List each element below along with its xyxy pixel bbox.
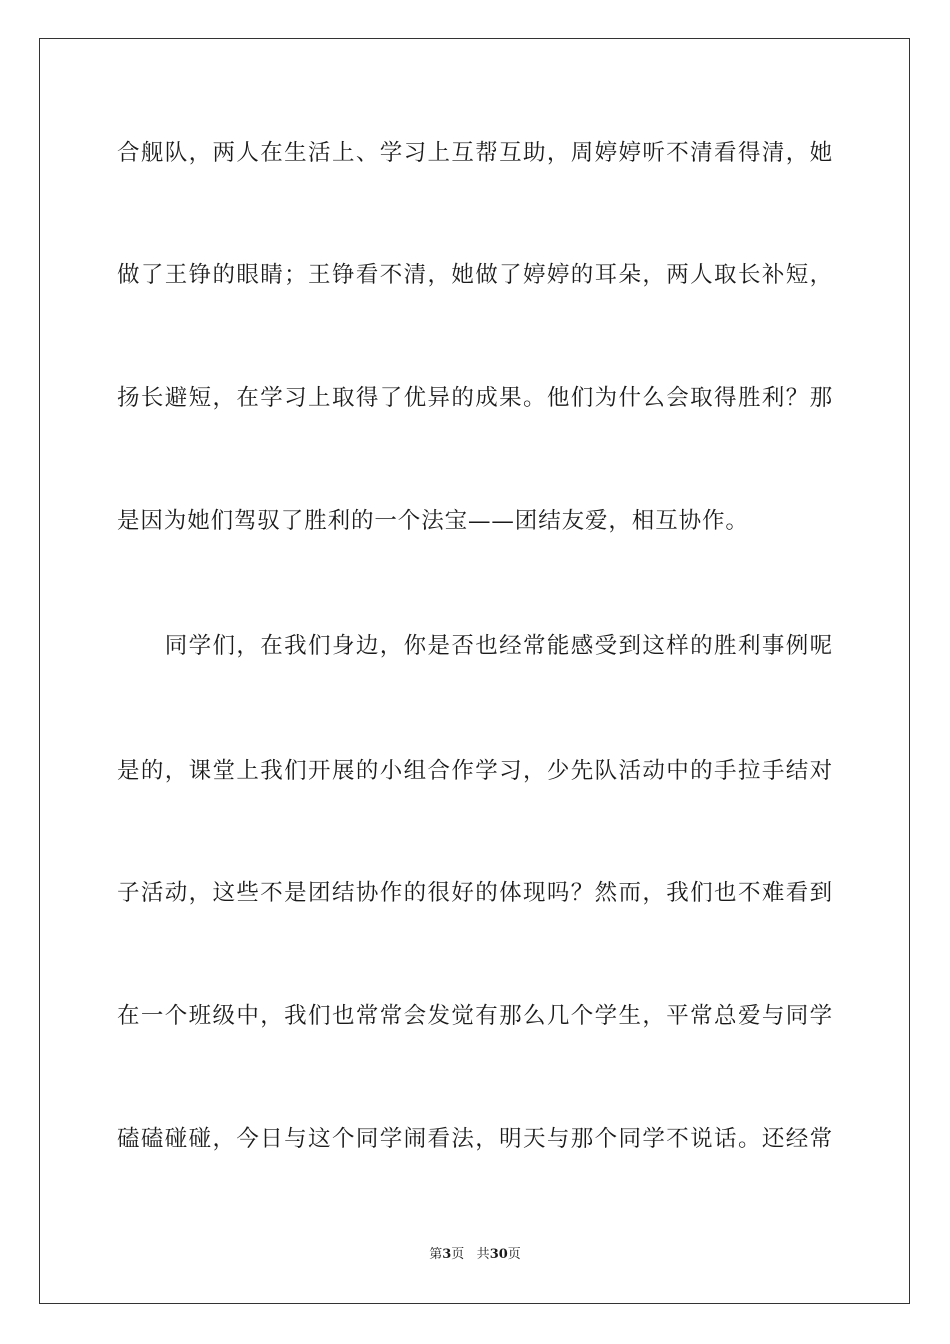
text-line: 子活动，这些不是团结协作的很好的体现吗？然而，我们也不难看到 <box>117 880 833 906</box>
page-total: 30 <box>489 1247 508 1262</box>
text-line: 扬长避短，在学习上取得了优异的成果。他们为什么会取得胜利？那 <box>117 385 833 411</box>
total-prefix: 共 <box>476 1247 490 1262</box>
page-frame <box>39 38 910 1304</box>
text-line: 是的，课堂上我们开展的小组合作学习，少先队活动中的手拉手结对 <box>117 758 833 784</box>
text-line: 同学们，在我们身边，你是否也经常能感受到这样的胜利事例呢 <box>117 633 833 659</box>
page-prefix: 第 <box>429 1247 443 1262</box>
text-line: 是因为她们驾驭了胜利的一个法宝——团结友爱，相互协作。 <box>117 508 749 534</box>
page-number: 3 <box>442 1247 452 1262</box>
text-line: 合舰队，两人在生活上、学习上互帮互助，周婷婷听不清看得清，她 <box>117 140 833 166</box>
page-footer <box>0 1246 950 1264</box>
text-line: 做了王铮的眼睛；王铮看不清，她做了婷婷的耳朵，两人取长补短， <box>117 262 833 288</box>
text-line: 在一个班级中，我们也常常会发觉有那么几个学生，平常总爱与同学 <box>117 1003 833 1029</box>
page-suffix: 页 <box>451 1247 465 1262</box>
text-line: 磕磕碰碰，今日与这个同学闹看法，明天与那个同学不说话。还经常 <box>117 1126 833 1152</box>
total-suffix: 页 <box>507 1247 521 1262</box>
